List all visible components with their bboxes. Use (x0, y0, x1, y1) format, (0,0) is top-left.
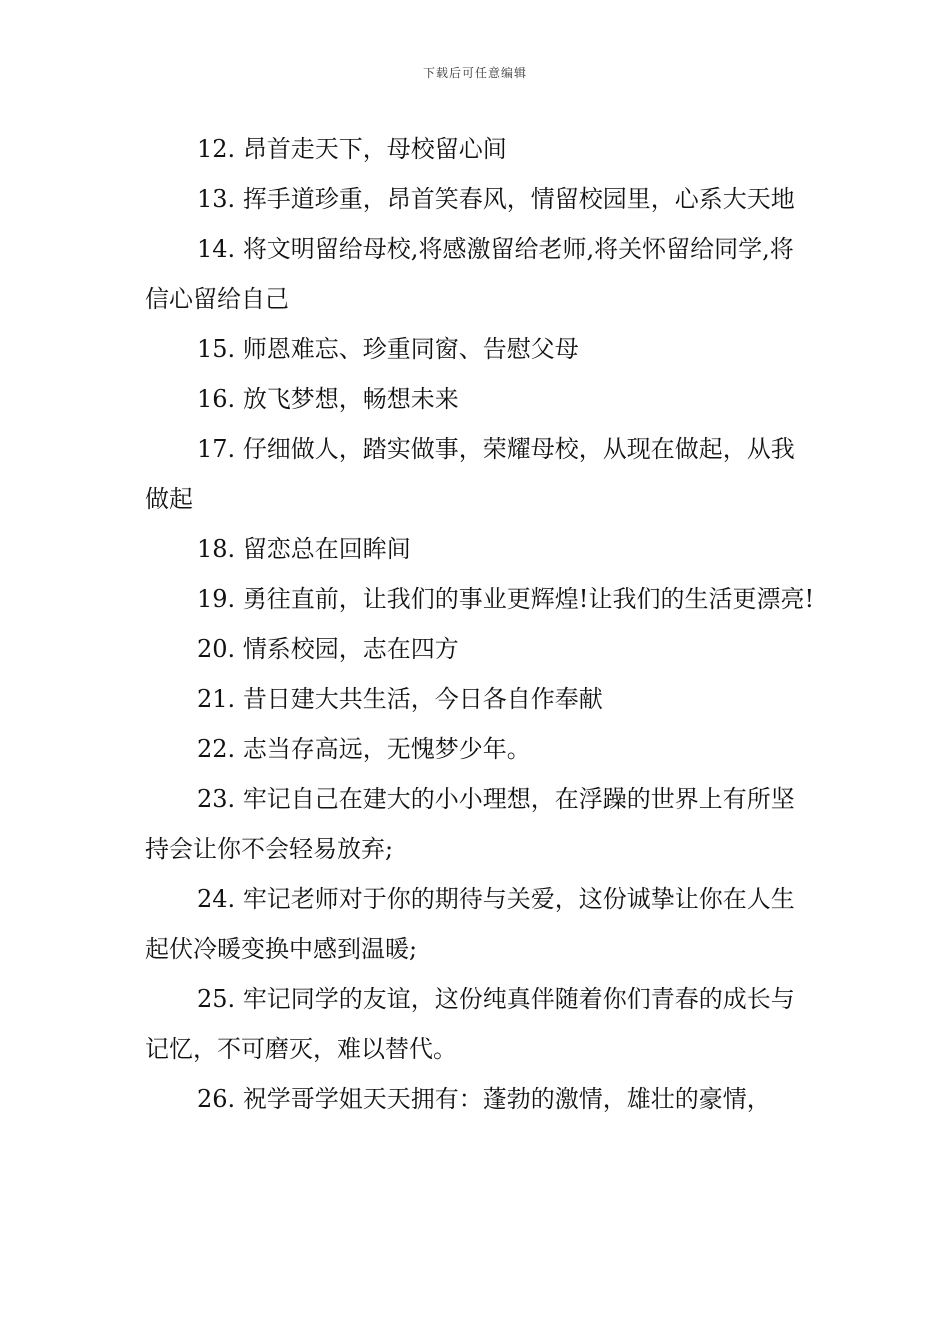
item-number: 16. (197, 385, 236, 413)
list-item (145, 324, 815, 374)
list-item (145, 124, 815, 174)
list-item (145, 574, 815, 624)
item-text: 情系校园，志在四方 (242, 635, 459, 663)
page-header: 下载后可任意编辑 (422, 66, 527, 80)
item-number: 22. (197, 735, 236, 763)
item-number: 25. (197, 985, 236, 1013)
item-text: 仔细做人，踏实做事，荣耀母校，从现在做起，从我做起 (145, 435, 795, 513)
item-text: 志当存高远，无愧梦少年。 (242, 735, 531, 763)
list-item (145, 874, 815, 974)
item-text: 勇往直前，让我们的事业更辉煌!让我们的生活更漂亮! (242, 585, 815, 613)
item-number: 12. (197, 135, 236, 163)
item-number: 14. (197, 235, 236, 263)
item-text: 师恩难忘、珍重同窗、告慰父母 (242, 335, 579, 363)
item-number: 24. (197, 885, 236, 913)
item-text: 牢记老师对于你的期待与关爱，这份诚挚让你在人生起伏冷暖变换中感到温暖; (145, 885, 795, 963)
item-number: 18. (197, 535, 236, 563)
item-text: 牢记同学的友谊，这份纯真伴随着你们青春的成长与记忆，不可磨灭，难以替代。 (145, 985, 795, 1063)
list-item (145, 374, 815, 424)
item-number: 26. (197, 1085, 236, 1113)
item-number: 19. (197, 585, 236, 613)
list-item (145, 974, 815, 1074)
list-item (145, 224, 815, 324)
list-item (145, 674, 815, 724)
item-number: 15. (197, 335, 236, 363)
item-number: 23. (197, 785, 236, 813)
item-text: 留恋总在回眸间 (242, 535, 411, 563)
document-body (145, 124, 815, 1124)
list-item (145, 174, 815, 224)
list-item (145, 624, 815, 674)
list-item (145, 524, 815, 574)
item-number: 13. (197, 185, 236, 213)
list-item (145, 424, 815, 524)
item-text: 将文明留给母校,将感激留给老师,将关怀留给同学,将信心留给自己 (145, 235, 794, 313)
item-text: 昔日建大共生活，今日各自作奉献 (242, 685, 603, 713)
item-text: 放飞梦想，畅想未来 (242, 385, 459, 413)
item-text: 挥手道珍重，昂首笑春风，情留校园里，心系大天地 (242, 185, 795, 213)
item-number: 21. (197, 685, 236, 713)
item-text: 昂首走天下，母校留心间 (242, 135, 507, 163)
item-text: 牢记自己在建大的小小理想，在浮躁的世界上有所坚持会让你不会轻易放弃; (145, 785, 795, 863)
list-item (145, 774, 815, 874)
list-item (145, 1074, 815, 1124)
item-text: 祝学哥学姐天天拥有：蓬勃的激情，雄壮的豪情， (242, 1085, 771, 1113)
list-item (145, 724, 815, 774)
item-number: 17. (197, 435, 236, 463)
item-number: 20. (197, 635, 236, 663)
